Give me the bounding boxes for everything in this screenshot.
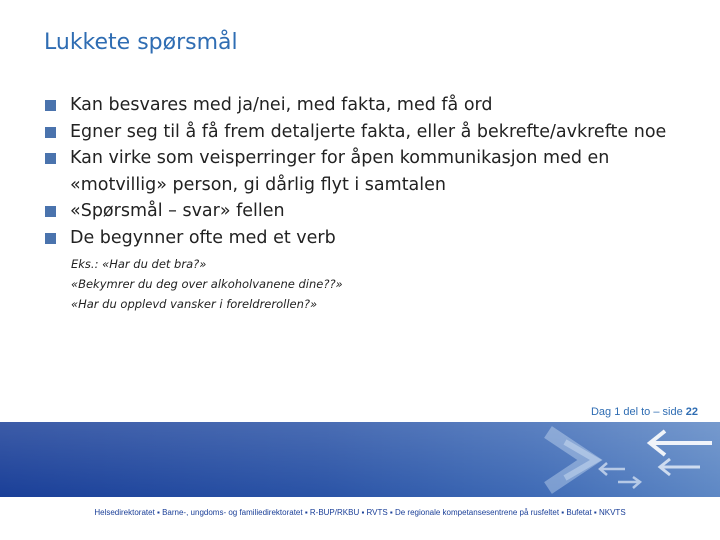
bullet-text: Kan virke som veisperringer for åpen kommunikasjon med en «motvillig» person, gi dårlig flyt i samtalen <box>70 148 610 195</box>
square-bullet-icon <box>45 100 56 111</box>
example-line: Eks.: «Har du det bra?» <box>71 257 207 271</box>
slide-number-prefix: Dag 1 del to – side <box>590 406 686 418</box>
square-bullet-icon <box>45 233 56 244</box>
example-line: «Bekymrer du deg over alkoholvanene dine??» <box>71 277 343 291</box>
bullet-item <box>44 198 704 225</box>
square-bullet-icon <box>45 127 56 138</box>
bullet-text: Kan besvares med ja/nei, med fakta, med få ord <box>70 95 493 115</box>
bullet-item <box>44 145 704 198</box>
footer-banner <box>0 422 720 497</box>
slide-number <box>591 406 698 418</box>
arrows-decoration-icon <box>0 422 720 497</box>
bullet-text: De begynner ofte med et verb <box>70 227 336 248</box>
bullet-item <box>44 92 704 119</box>
bullet-item <box>44 225 704 252</box>
square-bullet-icon <box>45 153 56 164</box>
bullet-text: «Spørsmål – svar» fellen <box>70 201 285 221</box>
bullet-text: Egner seg til å få frem detaljerte fakta, eller å bekrefte/avkrefte noe <box>70 121 667 142</box>
slide-title: Lukkete spørsmål <box>44 30 238 55</box>
square-bullet-icon <box>45 206 56 217</box>
example-line: «Har du opplevd vansker i foreldrerollen?» <box>71 297 318 311</box>
slide-number-value: 22 <box>685 406 698 418</box>
bullet-item <box>44 119 704 146</box>
bullet-list <box>44 92 704 251</box>
footer-partners: Helsedirektoratet ▪ Barne-, ungdoms- og familiedirektoratet ▪ R-BUP/RKBU ▪ RVTS ▪ De regionale kompetansesentrene på rusfeltet ▪ Bufetat ▪ NKVTS <box>94 508 626 517</box>
example-questions <box>71 254 343 314</box>
